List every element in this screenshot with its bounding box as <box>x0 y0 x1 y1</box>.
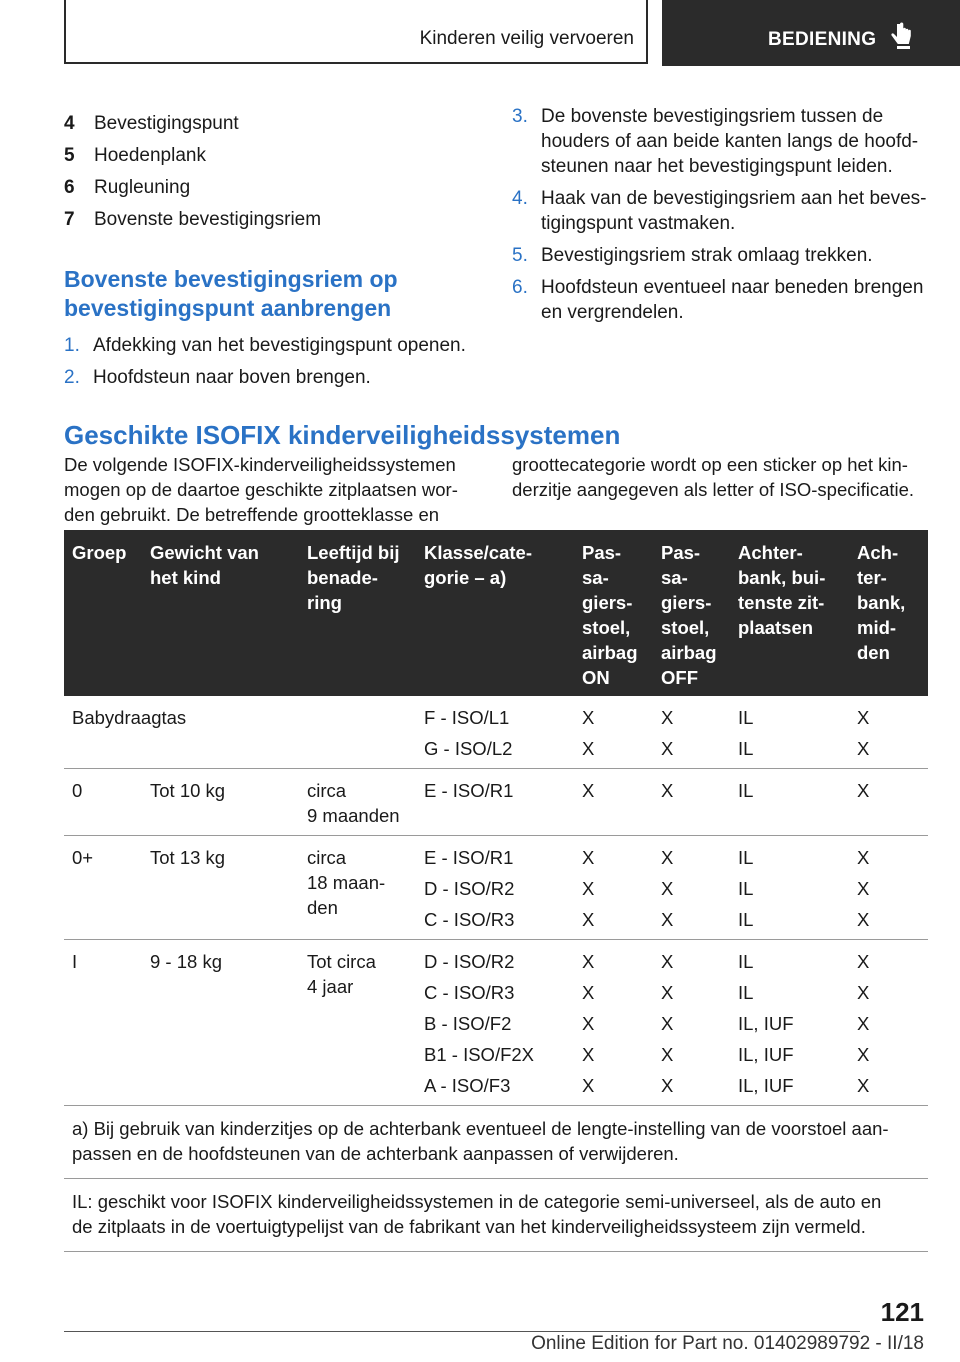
subsection-title-line: bevestigingspunt aanbrengen <box>64 295 392 321</box>
step-text: Bevestigingsriem strak omlaag trekken. <box>541 245 873 266</box>
column-header <box>857 540 925 665</box>
table-footnotes <box>64 1106 928 1252</box>
column-header-line: airbag <box>661 642 717 663</box>
step-number: 4. <box>512 188 528 209</box>
cell-airbag-on: X <box>582 738 595 759</box>
intro-left <box>64 452 484 527</box>
column-header-line: ON <box>582 667 610 688</box>
cell-buitenste: IL, IUF <box>738 1075 794 1096</box>
step-item <box>512 243 932 268</box>
column-header-line: benade- <box>307 567 378 588</box>
column-header-line: airbag <box>582 642 638 663</box>
step-text: houders of aan beide kanten langs de hoofd- <box>541 131 919 152</box>
column-header <box>582 540 658 690</box>
step-text: Afdekking van het bevestigingspunt openen. <box>93 335 466 356</box>
column-header <box>72 540 148 565</box>
column-header <box>307 540 419 615</box>
column-header-line: sa- <box>582 567 609 588</box>
cell-midden: X <box>857 738 870 759</box>
subsection-title-line: Bovenste bevestigingsriem op <box>64 266 398 292</box>
step-text: Hoofdsteun eventueel naar beneden brengen <box>541 277 924 298</box>
column-header <box>738 540 854 640</box>
legend-number: 4 <box>64 113 75 134</box>
cell-buitenste: IL <box>738 878 754 899</box>
column-header-line: tenste zit- <box>738 592 825 613</box>
legend-text: Bevestigingspunt <box>94 113 239 134</box>
cell-buitenste: IL <box>738 909 754 930</box>
column-header-line: Gewicht van <box>150 542 259 563</box>
cell-midden: X <box>857 1013 870 1034</box>
cell-midden: X <box>857 951 870 972</box>
intro-line: groottecategorie wordt op een sticker op het kin- <box>512 454 908 475</box>
cell-klasse: C - ISO/R3 <box>424 982 515 1003</box>
cell-leeftijd: 4 jaar <box>307 976 354 997</box>
column-header <box>424 540 574 590</box>
cell-leeftijd: 18 maan- <box>307 872 386 893</box>
cell-buitenste: IL <box>738 780 754 801</box>
cell-klasse: D - ISO/R2 <box>424 878 515 899</box>
legend-number: 7 <box>64 209 75 230</box>
cell-airbag-on: X <box>582 780 595 801</box>
table-footnote <box>64 1106 928 1179</box>
step-text: Haak van de bevestigingsriem aan het beves- <box>541 188 927 209</box>
cell-airbag-on: X <box>582 909 595 930</box>
step-number: 1. <box>64 335 80 356</box>
cell-midden: X <box>857 909 870 930</box>
cell-klasse: B1 - ISO/F2X <box>424 1044 535 1065</box>
cell-airbag-on: X <box>582 1013 595 1034</box>
step-number: 3. <box>512 106 528 127</box>
cell-klasse: E - ISO/R1 <box>424 780 514 801</box>
cell-airbag-on: X <box>582 951 595 972</box>
cell-airbag-on: X <box>582 982 595 1003</box>
step-text: steunen naar het bevestigingspunt leiden. <box>541 156 893 177</box>
cell-midden: X <box>857 780 870 801</box>
isofix-table <box>64 530 928 1252</box>
step-number: 5. <box>512 245 528 266</box>
column-header-line: bank, <box>857 592 906 613</box>
cell-airbag-off: X <box>661 1013 674 1034</box>
cell-airbag-off: X <box>661 1044 674 1065</box>
column-header-line: stoel, <box>582 617 631 638</box>
column-header-line: giers- <box>661 592 712 613</box>
header-chapter-title: BEDIENING <box>768 29 877 50</box>
cell-leeftijd: den <box>307 897 338 918</box>
cell-airbag-on: X <box>582 878 595 899</box>
cell-airbag-off: X <box>661 1075 674 1096</box>
step-number: 2. <box>64 367 80 388</box>
section-title: Geschikte ISOFIX kinderveiligheidssystemen <box>64 420 621 450</box>
cell-leeftijd: Tot circa <box>307 951 376 972</box>
cell-groep: Babydraagtas <box>72 707 187 728</box>
column-header-line: giers- <box>582 592 633 613</box>
column-header-line: gorie – a) <box>424 567 507 588</box>
table-body <box>64 696 928 1106</box>
legend-item <box>64 207 474 239</box>
intro-line: den gebruikt. De betreffende grootteklasse en <box>64 504 440 525</box>
column-header-line: Pas- <box>661 542 701 563</box>
legend-number: 6 <box>64 177 75 198</box>
cell-groep: I <box>72 951 78 972</box>
intro-right <box>512 452 932 502</box>
cell-groep: 0+ <box>72 847 94 868</box>
step-item <box>64 333 474 358</box>
cell-buitenste: IL <box>738 738 754 759</box>
legend-text: Bovenste bevestigingsriem <box>94 209 322 230</box>
column-header-line: Achter- <box>738 542 803 563</box>
table-footnote <box>64 1179 928 1252</box>
cell-buitenste: IL, IUF <box>738 1044 794 1065</box>
cell-airbag-on: X <box>582 847 595 868</box>
footer-divider <box>64 1331 860 1332</box>
cell-airbag-off: X <box>661 738 674 759</box>
step-text: en vergrendelen. <box>541 302 684 323</box>
footnote-line: de zitplaats in de voertuigtypelijst van de fabrikant van het kinderveiligheidssysteem zijn vermeld. <box>72 1216 866 1237</box>
column-header-line: stoel, <box>661 617 710 638</box>
legend-text: Rugleuning <box>94 177 191 198</box>
column-header-line: Pas- <box>582 542 622 563</box>
cell-buitenste: IL <box>738 951 754 972</box>
column-header-line: ter- <box>857 567 887 588</box>
left-column <box>64 111 474 397</box>
table-row-group <box>64 696 928 769</box>
column-header-line: plaatsen <box>738 617 814 638</box>
cell-airbag-on: X <box>582 1075 595 1096</box>
cell-gewicht: Tot 10 kg <box>150 780 226 801</box>
header-chapter-tab <box>662 0 960 66</box>
cell-airbag-on: X <box>582 707 595 728</box>
edition-text: Online Edition for Part no. 01402989792 - II/18 <box>531 1333 924 1354</box>
page-number: 121 <box>880 1297 924 1327</box>
table-header <box>64 530 928 696</box>
cell-midden: X <box>857 1075 870 1096</box>
cell-klasse: C - ISO/R3 <box>424 909 515 930</box>
cell-klasse: G - ISO/L2 <box>424 738 513 759</box>
cell-buitenste: IL, IUF <box>738 1013 794 1034</box>
step-item <box>512 186 932 236</box>
column-header-line: ring <box>307 592 342 613</box>
cell-midden: X <box>857 847 870 868</box>
legend-item <box>64 175 474 207</box>
intro-line: mogen op de daartoe geschikte zitplaatsen wor- <box>64 479 458 500</box>
cell-buitenste: IL <box>738 847 754 868</box>
cell-airbag-off: X <box>661 982 674 1003</box>
table-row-group <box>64 940 928 1106</box>
column-header-line: het kind <box>150 567 221 588</box>
column-header-line: sa- <box>661 567 688 588</box>
legend-number: 5 <box>64 145 75 166</box>
column-header-line: den <box>857 642 890 663</box>
cell-leeftijd: 9 maanden <box>307 805 400 826</box>
cell-midden: X <box>857 707 870 728</box>
footnote-line: passen en de hoofdsteunen van de achterbank aanpassen of verwijderen. <box>72 1143 679 1164</box>
legend-item <box>64 143 474 175</box>
cell-airbag-off: X <box>661 780 674 801</box>
cell-midden: X <box>857 878 870 899</box>
column-header-line: OFF <box>661 667 698 688</box>
step-number: 6. <box>512 277 528 298</box>
footnote-line: a) Bij gebruik van kinderzitjes op de achterbank eventueel de lengte-instelling van de voorstoel aan- <box>72 1118 889 1139</box>
table-row-group <box>64 836 928 940</box>
footnote-line: IL: geschikt voor ISOFIX kinderveiligheidssystemen in de categorie semi-universeel, als de auto en <box>72 1191 882 1212</box>
subsection-title <box>64 265 474 323</box>
header-section-title: Kinderen veilig vervoeren <box>419 28 634 49</box>
step-text: Hoofdsteun naar boven brengen. <box>93 367 371 388</box>
column-header-line: mid- <box>857 617 897 638</box>
cell-midden: X <box>857 1044 870 1065</box>
legend-item <box>64 111 474 143</box>
cell-klasse: B - ISO/F2 <box>424 1013 512 1034</box>
legend-text: Hoedenplank <box>94 145 206 166</box>
column-header <box>661 540 735 690</box>
cell-leeftijd: circa <box>307 847 347 868</box>
cell-gewicht: Tot 13 kg <box>150 847 226 868</box>
cell-klasse: F - ISO/L1 <box>424 707 510 728</box>
column-header-line: Klasse/cate- <box>424 542 532 563</box>
table-row-group <box>64 769 928 836</box>
column-header-line: bank, bui- <box>738 567 826 588</box>
step-text: De bovenste bevestigingsriem tussen de <box>541 106 884 127</box>
cell-airbag-off: X <box>661 847 674 868</box>
cell-leeftijd: circa <box>307 780 347 801</box>
cell-airbag-off: X <box>661 909 674 930</box>
cell-midden: X <box>857 982 870 1003</box>
cell-buitenste: IL <box>738 982 754 1003</box>
hand-pointer-icon <box>890 22 914 50</box>
intro-line: derzitje aangegeven als letter of ISO-specificatie. <box>512 479 915 500</box>
cell-airbag-off: X <box>661 878 674 899</box>
column-header-line: Ach- <box>857 542 899 563</box>
cell-airbag-off: X <box>661 707 674 728</box>
intro-line: De volgende ISOFIX-kinderveiligheidssystemen <box>64 454 456 475</box>
column-header <box>150 540 300 590</box>
cell-klasse: E - ISO/R1 <box>424 847 514 868</box>
cell-klasse: D - ISO/R2 <box>424 951 515 972</box>
header-section-box <box>64 0 648 64</box>
cell-gewicht: 9 - 18 kg <box>150 951 222 972</box>
right-column <box>512 104 932 332</box>
step-item <box>512 275 932 325</box>
cell-airbag-on: X <box>582 1044 595 1065</box>
cell-groep: 0 <box>72 780 83 801</box>
step-item <box>512 104 932 179</box>
step-item <box>64 365 474 390</box>
cell-klasse: A - ISO/F3 <box>424 1075 511 1096</box>
step-text: tigingspunt vastmaken. <box>541 213 736 234</box>
column-header-line: Groep <box>72 542 127 563</box>
column-header-line: Leeftijd bij <box>307 542 400 563</box>
cell-airbag-off: X <box>661 951 674 972</box>
cell-buitenste: IL <box>738 707 754 728</box>
